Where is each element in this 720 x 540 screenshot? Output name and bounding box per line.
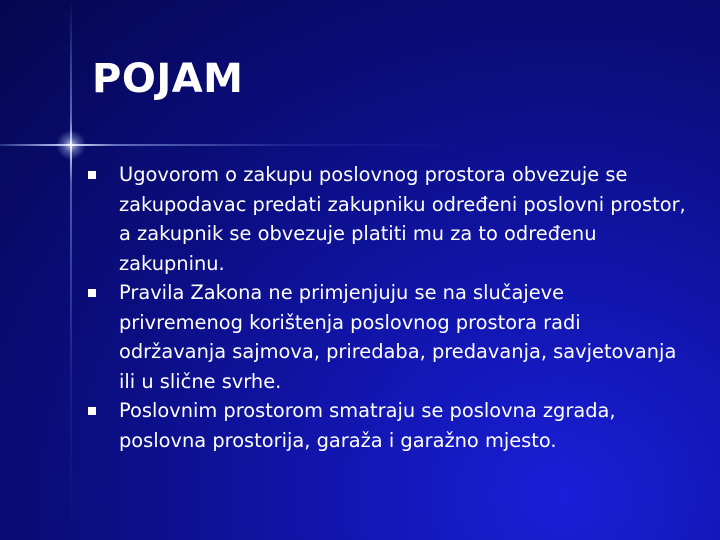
bullet-item xyxy=(88,278,688,396)
bullet-item xyxy=(88,160,688,278)
bullet-text: Poslovnim prostorom smatraju se poslovna zgrada, poslovna prostorija, garaža i garažno mjesto. xyxy=(119,399,616,452)
bullet-item xyxy=(88,396,688,455)
square-bullet-icon xyxy=(88,171,96,179)
bullet-text: Pravila Zakona ne primjenjuju se na slučajeve privremenog korištenja poslovnog prostora radi održavanja sajmova, priredaba, predavanja, savjetovanja ili u slične svrhe. xyxy=(119,281,677,393)
square-bullet-icon xyxy=(88,407,96,415)
lens-flare-vertical-line xyxy=(70,0,72,540)
slide-title: POJAM xyxy=(92,56,244,102)
lens-flare-horizontal-line xyxy=(0,144,720,146)
lens-flare-glow xyxy=(56,130,86,160)
square-bullet-icon xyxy=(88,289,96,297)
bullet-list xyxy=(88,160,688,455)
bullet-text: Ugovorom o zakupu poslovnog prostora obvezuje se zakupodavac predati zakupniku određeni poslovni prostor, a zakupnik se obvezuje platiti mu za to određenu zakupninu. xyxy=(119,163,686,275)
